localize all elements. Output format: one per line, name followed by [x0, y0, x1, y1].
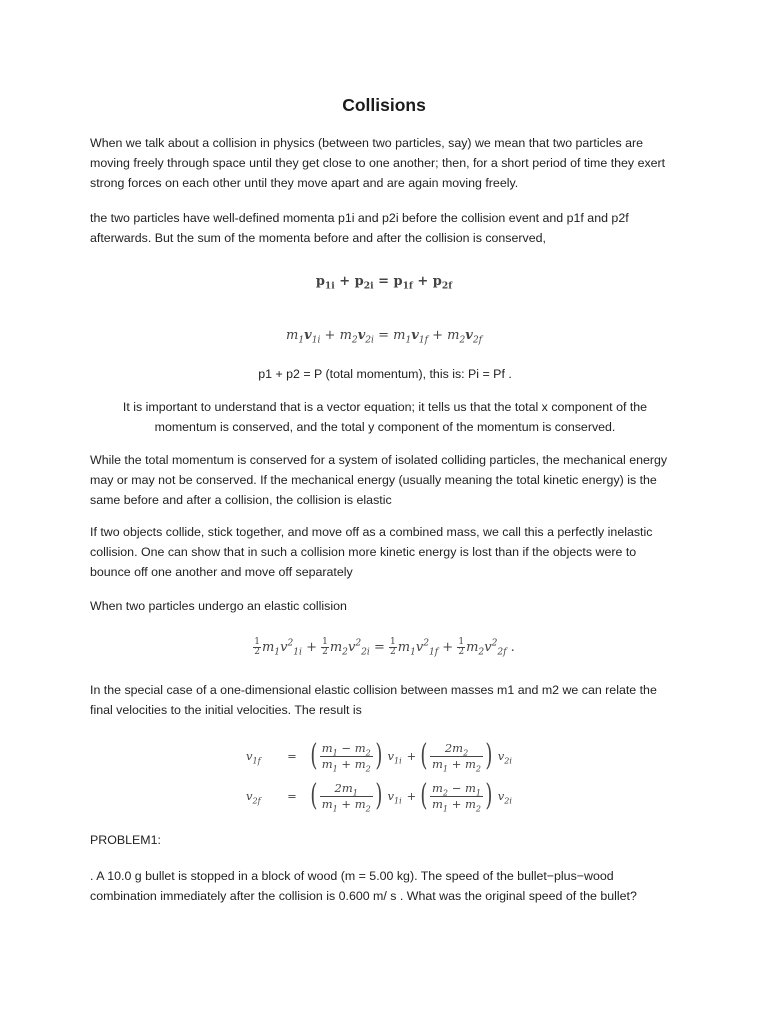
- problem-heading: PROBLEM1:: [90, 833, 161, 847]
- paragraph-inelastic: If two objects collide, stick together, and move off as a combined mass, we call this a perfectly inelastic collision. One can show that in such a collision more kinetic energy is lost than if the objects were to bounce off one another and move off separately: [90, 525, 653, 579]
- momentum-conservation-equation: $p_{1i} + p_{2i} = p_{1f} + p_{2f}$: [315, 274, 453, 292]
- problem-text: . A 10.0 g bullet is stopped in a block of wood (m = 5.00 kg). The speed of the bullet−plus−wood combination immediately after the collision is 0.600 m/ s . What was the original speed of the bullet?: [90, 869, 637, 903]
- paragraph-one-dimensional: In the special case of a one-dimensional elastic collision between masses m1 and m2 we can relate the final velocities to the initial velocities. The result is: [90, 683, 657, 717]
- paragraph-elastic-intro: When two particles undergo an elastic collision: [90, 599, 347, 613]
- v1f-equation: $v_{1f}$ = ( $m_1 - m_2$ $m_1 + m_2$ ) $v_{1i}$ + ( $2m_2$ $m_1 + m_2$ ) $v_{2i}$: [246, 738, 512, 773]
- document-title: Collisions: [342, 95, 426, 115]
- kinetic-energy-equation: $\frac{1}{2}$ $m_1v^2_{1i}$ + $\frac{1}{2}$ $m_2v^2_{2i}$ = $\frac{1}{2}$ $m_1v^2_{1f}$ + $\frac{1}{2}$ $m_2v^2_{2f}$ .: [254, 637, 515, 658]
- paragraph-momenta: the two particles have well-defined momenta p1i and p2i before the collision event and p1f and p2f afterwards. But the sum of the momenta before and after the collision is conserved,: [90, 211, 629, 245]
- mass-velocity-equation: $m_1v_{1i} + m_2v_{2i} = m_1v_{1f} + m_2v_{2f}$: [286, 328, 482, 346]
- paragraph-vector-equation: It is important to understand that is a vector equation; it tells us that the total x component of the momentum is conserved, and the total y component of the momentum is conserved.: [122, 400, 648, 434]
- paragraph-intro: When we talk about a collision in physics (between two particles, say) we mean that two particles are moving freely through space until they get close to one another; then, for a short period of time they exert strong forces on each other until they move apart and are again moving freely.: [90, 136, 666, 190]
- final-velocity-equations: [246, 736, 536, 816]
- v2f-equation: $v_{2f}$ = ( $2m_1$ $m_1 + m_2$ ) $v_{1i}$ + ( $m_2 - m_1$ $m_1 + m_2$ ) $v_{2i}$: [246, 778, 512, 813]
- paragraph-mechanical-energy: While the total momentum is conserved for a system of isolated colliding particles, the mechanical energy may or may not be conserved. If the mechanical energy (usually meaning the total kinetic energy) is the same before and after a collision, the collision is elastic: [90, 453, 668, 507]
- paragraph-total-momentum: p1 + p2 = P (total momentum), this is: Pi = Pf .: [258, 367, 512, 381]
